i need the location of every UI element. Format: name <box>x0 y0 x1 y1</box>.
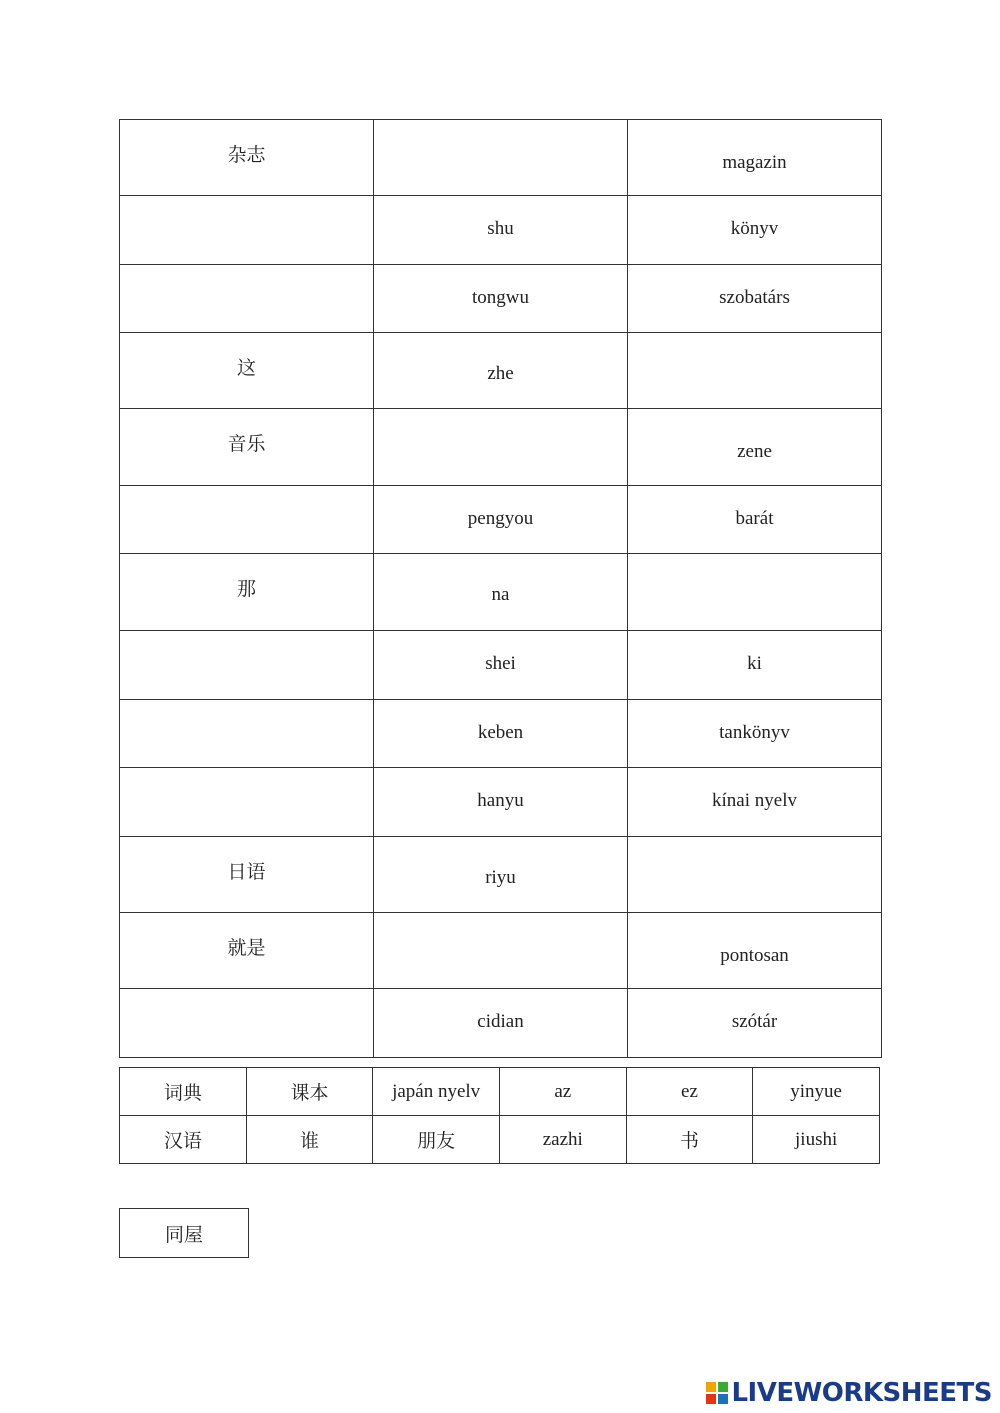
logo-square <box>718 1394 728 1404</box>
word-bank-row <box>120 1068 880 1116</box>
vocab-hanzi-text: 杂志 <box>227 144 266 166</box>
vocab-hanzi-text <box>120 700 373 720</box>
vocab-row <box>120 409 882 486</box>
vocab-hanzi-text: 这 <box>236 357 256 379</box>
vocab-meaning-text <box>628 333 881 363</box>
vocab-row <box>120 768 882 837</box>
logo-square <box>718 1382 728 1392</box>
vocab-cell-pinyin <box>374 333 628 409</box>
word-bank-item[interactable] <box>753 1116 880 1164</box>
vocab-cell-meaning <box>628 265 882 333</box>
vocab-cell-meaning <box>628 486 882 554</box>
vocab-row <box>120 196 882 265</box>
vocab-cell-hanzi[interactable] <box>120 989 374 1058</box>
word-bank-text: yinyue <box>790 1080 842 1102</box>
vocab-cell-meaning <box>628 700 882 768</box>
logo-square <box>706 1394 716 1404</box>
vocab-meaning-text: magazin <box>722 152 787 173</box>
vocab-cell-meaning <box>628 768 882 837</box>
word-bank-item[interactable] <box>499 1068 626 1116</box>
vocab-meaning-text: szobatárs <box>719 287 790 308</box>
vocab-cell-pinyin[interactable] <box>374 409 628 486</box>
vocab-row <box>120 631 882 700</box>
word-bank-item[interactable] <box>753 1068 880 1116</box>
vocab-cell-hanzi <box>120 120 374 196</box>
vocab-row <box>120 989 882 1058</box>
vocab-meaning-text: pontosan <box>720 945 789 966</box>
vocab-cell-pinyin <box>374 486 628 554</box>
vocab-cell-hanzi <box>120 409 374 486</box>
vocab-pinyin-text: hanyu <box>477 790 524 811</box>
vocab-meaning-text <box>628 554 881 584</box>
vocab-cell-meaning[interactable] <box>628 554 882 631</box>
vocab-pinyin-text: tongwu <box>472 287 529 308</box>
vocab-meaning-text: ki <box>747 653 762 674</box>
vocab-cell-meaning <box>628 989 882 1058</box>
vocab-pinyin-text: zhe <box>487 363 514 384</box>
vocab-row <box>120 333 882 409</box>
word-bank-text: 词典 <box>163 1082 202 1104</box>
vocab-hanzi-text: 音乐 <box>227 433 266 455</box>
vocab-pinyin-text: na <box>491 584 510 605</box>
vocab-cell-meaning <box>628 913 882 989</box>
vocab-hanzi-text <box>120 486 373 506</box>
vocabulary-table-body <box>120 120 882 1058</box>
vocab-row <box>120 554 882 631</box>
vocab-cell-meaning[interactable] <box>628 333 882 409</box>
vocab-cell-pinyin <box>374 700 628 768</box>
vocab-meaning-text: zene <box>737 441 772 462</box>
vocab-row <box>120 486 882 554</box>
vocab-hanzi-text <box>120 631 373 651</box>
vocab-cell-meaning <box>628 196 882 265</box>
vocab-cell-hanzi <box>120 913 374 989</box>
vocab-row <box>120 265 882 333</box>
brand-footer <box>706 1378 992 1408</box>
vocab-pinyin-text: pengyou <box>467 508 534 529</box>
word-bank-text: 汉语 <box>163 1130 202 1152</box>
extra-word-box[interactable]: 同屋 <box>119 1208 249 1258</box>
vocab-row <box>120 120 882 196</box>
vocab-cell-hanzi <box>120 333 374 409</box>
vocab-cell-pinyin <box>374 989 628 1058</box>
word-bank-text: japán nyelv <box>392 1080 481 1102</box>
vocab-meaning-text: szótár <box>731 1011 778 1032</box>
logo-square <box>706 1382 716 1392</box>
vocab-row <box>120 700 882 768</box>
vocab-hanzi-text: 那 <box>236 578 256 600</box>
vocab-cell-hanzi <box>120 554 374 631</box>
liveworksheets-logo-icon <box>706 1382 728 1404</box>
vocab-meaning-text: kínai nyelv <box>712 790 797 811</box>
vocab-cell-pinyin[interactable] <box>374 913 628 989</box>
vocab-pinyin-text <box>374 913 627 943</box>
vocab-cell-hanzi[interactable] <box>120 768 374 837</box>
vocab-pinyin-text <box>374 409 627 439</box>
vocab-pinyin-text: shei <box>485 653 516 674</box>
vocab-cell-hanzi[interactable] <box>120 265 374 333</box>
word-bank-item[interactable] <box>626 1116 753 1164</box>
vocab-cell-pinyin <box>374 837 628 913</box>
vocab-cell-pinyin <box>374 196 628 265</box>
vocab-meaning-text <box>628 837 881 867</box>
word-bank-item[interactable] <box>246 1116 373 1164</box>
vocab-cell-hanzi <box>120 837 374 913</box>
brand-name: LIVEWORKSHEETS <box>731 1378 992 1408</box>
vocab-meaning-text: barát <box>735 508 774 529</box>
word-bank-item[interactable] <box>373 1116 500 1164</box>
vocab-hanzi-text <box>120 989 373 1009</box>
word-bank-text: az <box>554 1080 572 1102</box>
vocab-row <box>120 837 882 913</box>
vocab-pinyin-text: keben <box>477 722 524 743</box>
word-bank-row <box>120 1116 880 1164</box>
vocab-hanzi-text <box>120 768 373 788</box>
vocab-cell-pinyin <box>374 768 628 837</box>
vocab-pinyin-text <box>374 120 627 150</box>
word-bank-item[interactable] <box>626 1068 753 1116</box>
vocab-row <box>120 913 882 989</box>
vocab-cell-hanzi[interactable] <box>120 486 374 554</box>
word-bank-text: 课本 <box>290 1082 329 1104</box>
vocab-pinyin-text: cidian <box>477 1011 524 1032</box>
vocab-pinyin-text: riyu <box>485 867 516 888</box>
word-bank-item[interactable] <box>120 1068 247 1116</box>
vocab-cell-pinyin <box>374 631 628 700</box>
vocab-cell-meaning <box>628 120 882 196</box>
vocab-hanzi-text <box>120 196 373 216</box>
vocab-hanzi-text <box>120 265 373 285</box>
vocab-cell-pinyin <box>374 554 628 631</box>
vocab-cell-hanzi[interactable] <box>120 631 374 700</box>
vocab-cell-meaning[interactable] <box>628 837 882 913</box>
word-bank-item[interactable] <box>373 1068 500 1116</box>
word-bank-text: zazhi <box>542 1128 583 1150</box>
vocab-meaning-text: tankönyv <box>719 722 790 743</box>
word-bank-text: 书 <box>679 1130 699 1152</box>
vocab-cell-hanzi[interactable] <box>120 700 374 768</box>
vocab-hanzi-text: 日语 <box>227 861 266 883</box>
word-bank-text: ez <box>681 1080 698 1102</box>
word-bank-item[interactable] <box>246 1068 373 1116</box>
word-bank-text: 谁 <box>299 1130 319 1152</box>
vocab-meaning-text: könyv <box>730 218 779 239</box>
vocab-pinyin-text: shu <box>487 218 514 239</box>
word-bank-item[interactable] <box>499 1116 626 1164</box>
word-bank-body <box>120 1068 880 1164</box>
word-bank-item[interactable] <box>120 1116 247 1164</box>
vocab-cell-hanzi[interactable] <box>120 196 374 265</box>
vocab-cell-pinyin[interactable] <box>374 120 628 196</box>
vocab-cell-meaning <box>628 631 882 700</box>
word-bank-text: 朋友 <box>417 1130 456 1152</box>
word-bank-text: jiushi <box>795 1128 838 1150</box>
vocab-cell-meaning <box>628 409 882 486</box>
vocabulary-table <box>119 119 882 1058</box>
vocab-cell-pinyin <box>374 265 628 333</box>
word-bank-table <box>119 1067 880 1164</box>
vocab-hanzi-text: 就是 <box>227 937 266 959</box>
